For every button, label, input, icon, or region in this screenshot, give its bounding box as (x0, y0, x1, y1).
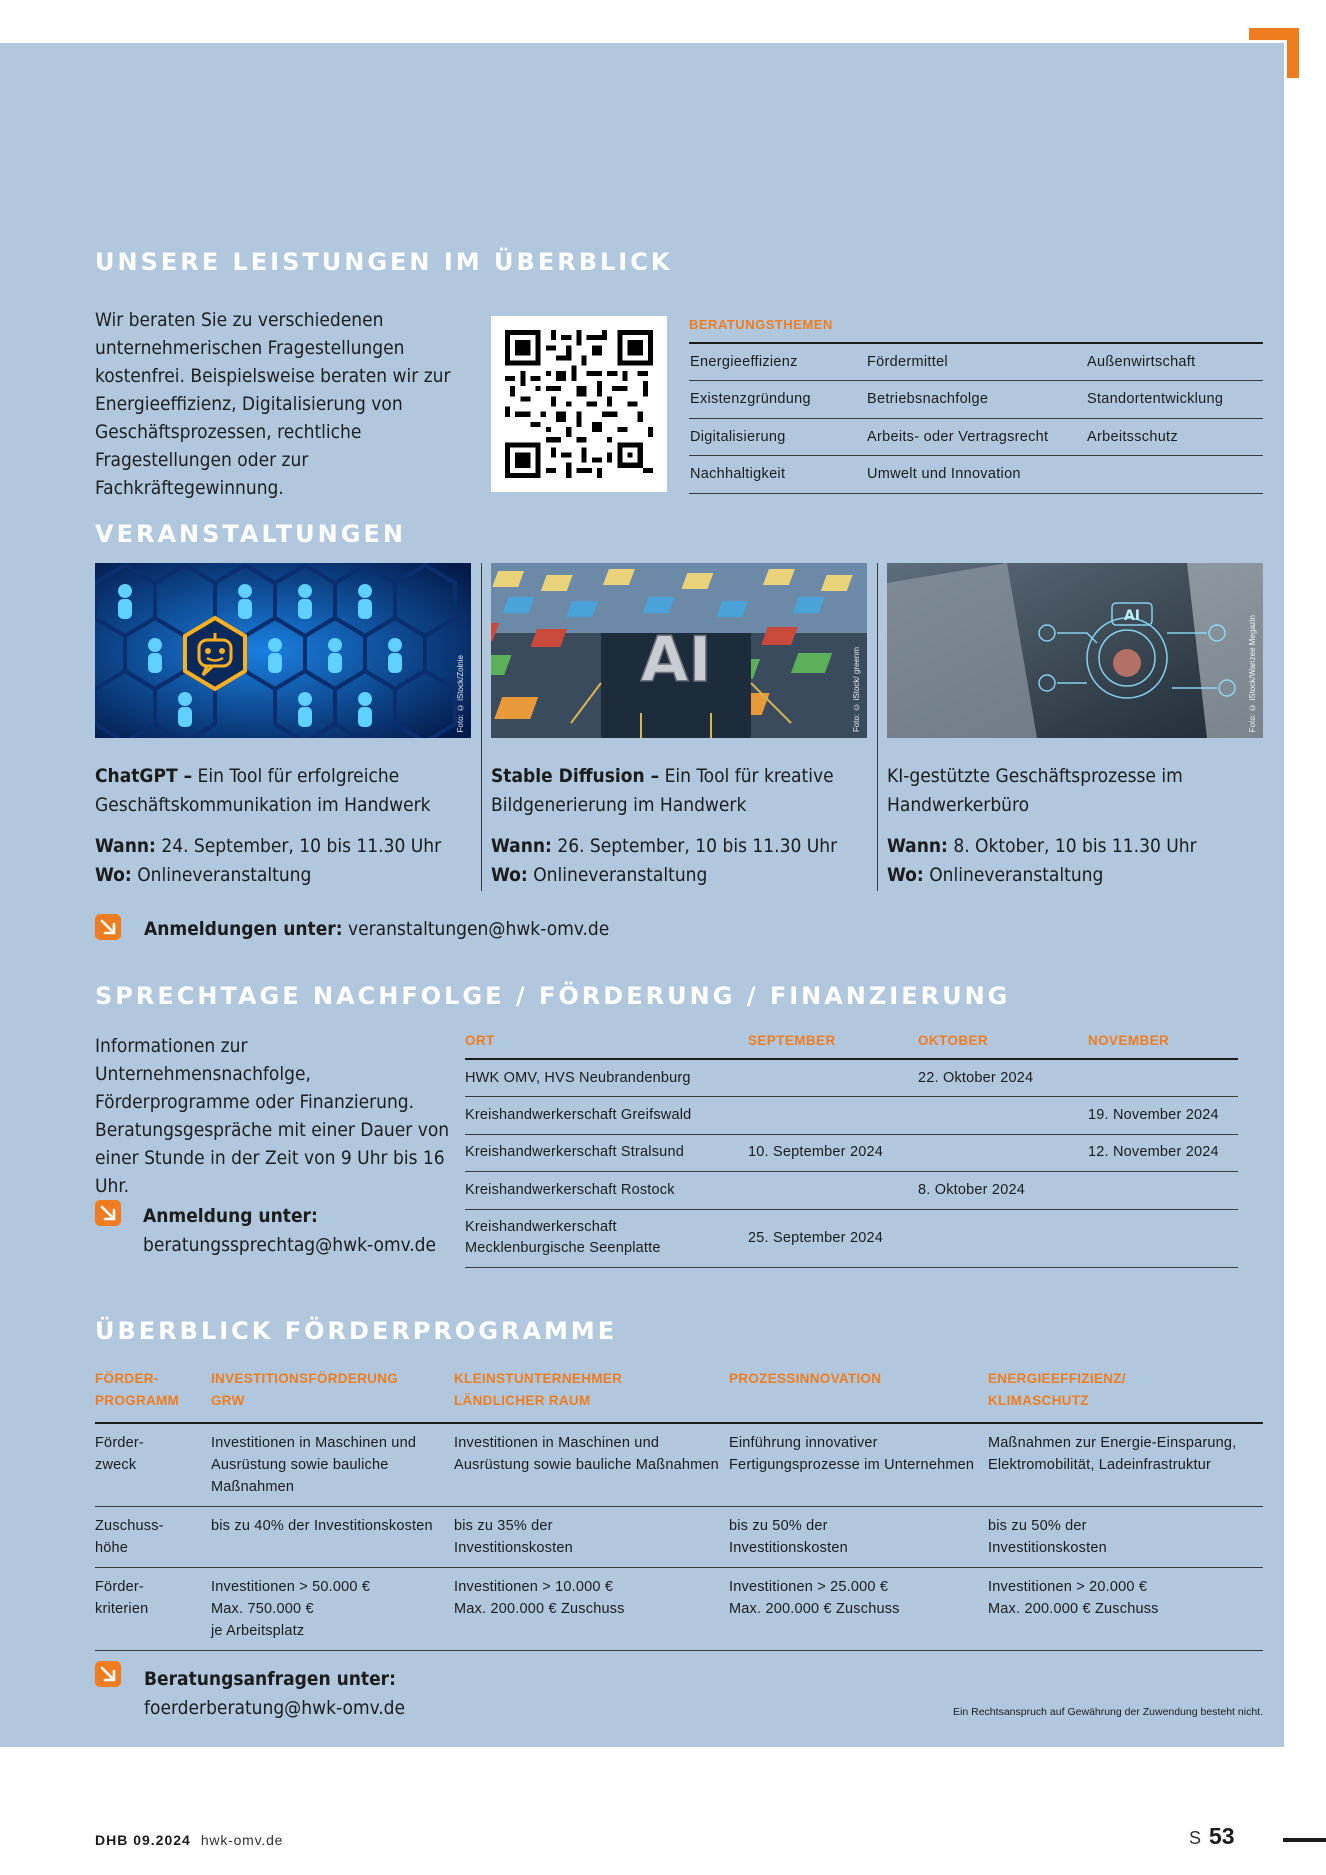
event-title (95, 762, 471, 820)
section-heading-sprechtage: SPRECHTAGE NACHFOLGE / FÖRDERUNG / FINANZIERUNG (95, 982, 1011, 1010)
events-list (95, 563, 1263, 891)
event-title-bold: Stable Diffusion – (491, 765, 660, 787)
table-row (465, 1134, 1238, 1172)
event-card-stable-diffusion[interactable] (491, 563, 867, 890)
table-row (465, 1209, 1238, 1267)
topic-item: Außenwirtschaft (1086, 343, 1263, 381)
topic-item: Existenzgründung (689, 381, 866, 419)
event-where-label: Wo: (95, 864, 132, 886)
row-label: Förder- kriterien (95, 1568, 211, 1651)
arrow-link-icon (95, 1661, 121, 1687)
registration-label: Anmeldung unter: (143, 1205, 318, 1227)
table-cell: 10. September 2024 (748, 1134, 918, 1172)
sprechtage-intro: Informationen zur Unternehmensnachfolge, Förderprogramme oder Finanzierung. Beratungsgespräche mit einer Dauer von einer Stunde in der Zeit von 9 Uhr bis 16 Uhr. (95, 1035, 450, 1197)
table-cell (1088, 1172, 1238, 1210)
event-image-ki-prozesse (887, 563, 1263, 738)
issue-label: DHB 09.2024 (95, 1832, 191, 1848)
event-when-label: Wann: (491, 835, 552, 857)
event-details (95, 832, 471, 890)
table-header-row (465, 1029, 1238, 1059)
event-when: 26. September, 10 bis 11.30 Uhr (551, 835, 838, 857)
qr-code-icon (505, 330, 653, 478)
topics-row (689, 456, 1263, 494)
table-cell: Einführung innovativer Fertigungsprozesse im Unternehmen (729, 1423, 988, 1507)
qr-code[interactable] (491, 316, 667, 492)
registration-email-link[interactable]: foerderberatung@hwk-omv.de (144, 1697, 406, 1719)
event-where: Onlineveranstaltung (131, 864, 312, 886)
column-header: ENERGIEEFFIZIENZ/ KLIMASCHUTZ (988, 1366, 1263, 1423)
table-cell: Investitionen > 25.000 € Max. 200.000 € Zuschuss (729, 1568, 988, 1651)
table-row (465, 1059, 1238, 1097)
topic-item: Digitalisierung (689, 418, 866, 456)
column-header: ORT (465, 1029, 748, 1059)
event-title (491, 762, 867, 820)
table-cell: bis zu 40% der Investitionskosten (211, 1507, 454, 1568)
event-details (491, 832, 867, 890)
section-heading-leistungen: UNSERE LEISTUNGEN IM ÜBERBLICK (95, 248, 673, 276)
registration-email-link[interactable]: beratungssprechtag@hwk-omv.de (143, 1234, 437, 1256)
registration-label: Beratungsanfragen unter: (144, 1668, 396, 1690)
photo-credit: Foto: © iStock/Zolnie (456, 654, 465, 732)
topic-item: Fördermittel (866, 343, 1086, 381)
event-image-stable-diffusion (491, 563, 867, 738)
table-cell: Kreishandwerkerschaft Rostock (465, 1172, 748, 1210)
event-title (887, 762, 1263, 820)
event-card-ki-prozesse[interactable] (887, 563, 1263, 890)
consulting-topics (689, 316, 1263, 494)
footer-rule (1283, 1838, 1326, 1842)
topic-item: Standortentwicklung (1086, 381, 1263, 419)
table-cell (918, 1134, 1088, 1172)
table-cell: Kreishandwerkerschaft Mecklenburgische Seenplatte (465, 1209, 748, 1267)
table-cell: Investitionen in Maschinen und Ausrüstung sowie bauliche Maßnahmen (211, 1423, 454, 1507)
table-row (95, 1423, 1263, 1507)
page-prefix: S (1189, 1828, 1202, 1848)
table-cell (748, 1172, 918, 1210)
hexagon-network-image (95, 563, 471, 738)
foerderprogramme-table (95, 1366, 1263, 1651)
topic-item: Arbeits- oder Vertragsrecht (866, 418, 1086, 456)
event-divider (877, 563, 878, 891)
table-cell: Investitionen > 20.000 € Max. 200.000 € Zuschuss (988, 1568, 1263, 1651)
topics-row (689, 418, 1263, 456)
table-cell: Investitionen > 50.000 € Max. 750.000 € je Arbeitsplatz (211, 1568, 454, 1651)
table-cell (748, 1097, 918, 1135)
column-header: PROZESSINNOVATION (729, 1366, 988, 1423)
table-cell: Investitionen in Maschinen und Ausrüstung sowie bauliche Maßnahmen (454, 1423, 729, 1507)
event-divider (481, 563, 482, 891)
event-image-chatgpt (95, 563, 471, 738)
page-number: 53 (1209, 1823, 1235, 1849)
column-header: FÖRDER- PROGRAMM (95, 1366, 211, 1423)
photo-credit: Foto: © iStock/Wanzee Megazin (1248, 614, 1257, 732)
registration-label: Anmeldungen unter: (144, 918, 343, 940)
table-cell: 12. November 2024 (1088, 1134, 1238, 1172)
event-title-text: KI-gestützte Geschäftsprozesse im Handwerkerbüro (887, 765, 1183, 816)
table-cell: HWK OMV, HVS Neubrandenburg (465, 1059, 748, 1097)
sprechtage-table (465, 1029, 1238, 1268)
table-header-row (95, 1366, 1263, 1423)
leistungen-intro: Wir beraten Sie zu verschiedenen unternehmerischen Fragestellungen kostenfrei. Beispielsweise beraten wir zur Energieeffizienz, Digitalisierung von Geschäftsprozessen, rechtliche Fragestellungen oder zur Fachkräftegewinnung. (95, 309, 451, 499)
table-row (95, 1568, 1263, 1651)
topic-item: Nachhaltigkeit (689, 456, 866, 494)
table-cell: bis zu 50% der Investitionskosten (729, 1507, 988, 1568)
section-heading-foerderprogramme: ÜBERBLICK FÖRDERPROGRAMME (95, 1317, 618, 1345)
ai-chip-image (491, 563, 867, 738)
topics-row (689, 381, 1263, 419)
topic-item: Betriebsnachfolge (866, 381, 1086, 419)
event-when-label: Wann: (887, 835, 948, 857)
svg-text:AI: AI (1123, 608, 1141, 624)
table-cell: Investitionen > 10.000 € Max. 200.000 € Zuschuss (454, 1568, 729, 1651)
svg-text:AI: AI (640, 623, 712, 696)
event-title-bold: ChatGPT – (95, 765, 193, 787)
registration-email-link[interactable]: veranstaltungen@hwk-omv.de (342, 918, 610, 940)
column-header: INVESTITIONSFÖRDERUNG GRW (211, 1366, 454, 1423)
row-label: Zuschuss- höhe (95, 1507, 211, 1568)
event-card-chatgpt[interactable] (95, 563, 471, 890)
table-row (465, 1097, 1238, 1135)
footer-issue (95, 1832, 283, 1848)
event-where: Onlineveranstaltung (923, 864, 1104, 886)
event-title-text: Ein Tool für erfolgreiche Geschäftskommunikation im Handwerk (95, 765, 431, 816)
arrow-link-icon (95, 1200, 121, 1226)
table-cell: Kreishandwerkerschaft Stralsund (465, 1134, 748, 1172)
row-label: Förder- zweck (95, 1423, 211, 1507)
footer-url-link[interactable]: hwk-omv.de (200, 1832, 284, 1848)
topic-item: Umwelt und Innovation (866, 456, 1086, 494)
event-title-text: Ein Tool für kreative Bildgenerierung im Handwerk (491, 765, 834, 816)
table-cell (1088, 1059, 1238, 1097)
table-cell (918, 1209, 1088, 1267)
table-row (95, 1507, 1263, 1568)
table-cell: Maßnahmen zur Energie-Einsparung, Elektromobilität, Ladeinfrastruktur (988, 1423, 1263, 1507)
table-cell: 8. Oktober 2024 (918, 1172, 1088, 1210)
event-when: 24. September, 10 bis 11.30 Uhr (155, 835, 442, 857)
column-header: SEPTEMBER (748, 1029, 918, 1059)
topics-table (689, 342, 1263, 494)
event-details (887, 832, 1263, 890)
legal-disclaimer: Ein Rechtsanspruch auf Gewährung der Zuwendung besteht nicht. (953, 1706, 1263, 1718)
event-when: 8. Oktober, 10 bis 11.30 Uhr (947, 835, 1197, 857)
table-cell: Kreishandwerkerschaft Greifswald (465, 1097, 748, 1135)
table-cell (918, 1097, 1088, 1135)
topic-item (1086, 456, 1263, 494)
table-cell: 25. September 2024 (748, 1209, 918, 1267)
column-header: NOVEMBER (1088, 1029, 1238, 1059)
column-header: KLEINSTUNTERNEHMER LÄNDLICHER RAUM (454, 1366, 729, 1423)
table-cell: 19. November 2024 (1088, 1097, 1238, 1135)
table-cell: bis zu 50% der Investitionskosten (988, 1507, 1263, 1568)
table-cell: 22. Oktober 2024 (918, 1059, 1088, 1097)
event-where-label: Wo: (491, 864, 528, 886)
topic-item: Energieeffizienz (689, 343, 866, 381)
table-row (465, 1172, 1238, 1210)
table-cell: bis zu 35% der Investitionskosten (454, 1507, 729, 1568)
section-heading-veranstaltungen: VERANSTALTUNGEN (95, 520, 406, 548)
table-cell (748, 1059, 918, 1097)
event-when-label: Wann: (95, 835, 156, 857)
topics-label: BERATUNGSTHEMEN (689, 317, 833, 332)
event-where-label: Wo: (887, 864, 924, 886)
column-header: OKTOBER (918, 1029, 1088, 1059)
page-number-block (1189, 1823, 1235, 1850)
topics-row (689, 343, 1263, 381)
arrow-link-icon (95, 914, 121, 940)
laptop-ai-image (887, 563, 1263, 738)
topic-item: Arbeitsschutz (1086, 418, 1263, 456)
event-where: Onlineveranstaltung (527, 864, 708, 886)
photo-credit: Foto: © iStock/ greenm (852, 646, 861, 732)
table-cell (1088, 1209, 1238, 1267)
